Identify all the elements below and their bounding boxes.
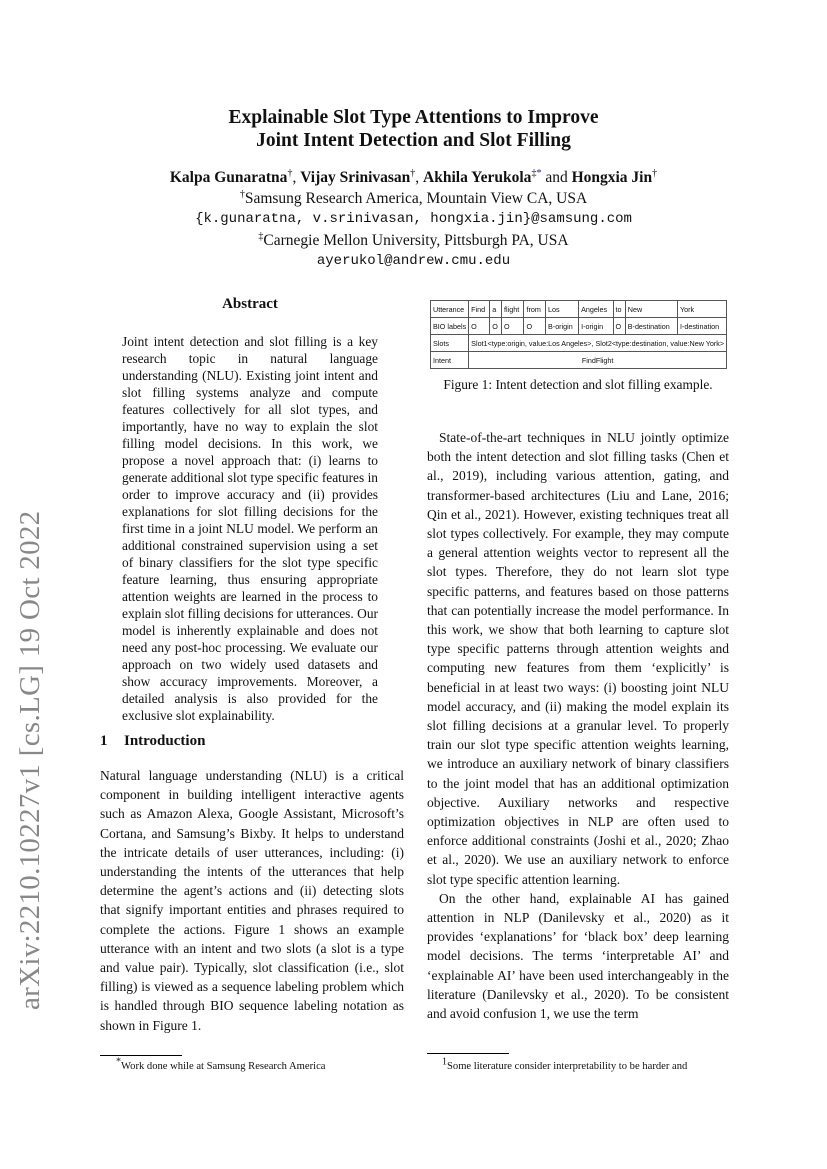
bio-cell: O xyxy=(613,318,625,335)
footnote-rule-left xyxy=(100,1055,182,1056)
intro-paragraph-left xyxy=(100,766,404,1035)
token-cell: New xyxy=(625,301,677,318)
bio-cell: O xyxy=(524,318,546,335)
paper-title xyxy=(0,106,827,152)
figure-1 xyxy=(430,300,723,369)
bio-cell: I-origin xyxy=(579,318,613,335)
right-column xyxy=(427,428,729,1023)
author-name: Akhila Yerukola xyxy=(423,169,532,186)
token-cell: Los xyxy=(546,301,579,318)
bio-cell: B-origin xyxy=(546,318,579,335)
footnote-right: $^1$Some literature consider interpretability to be harder and xyxy=(442,1056,688,1072)
section-number: 1 xyxy=(100,733,108,749)
section-heading-introduction xyxy=(100,733,205,750)
table-row xyxy=(431,318,727,335)
token-cell: York xyxy=(677,301,726,318)
token-cell: a xyxy=(490,301,502,318)
author-name: Kalpa Gunaratna xyxy=(169,169,288,186)
table-row xyxy=(431,335,727,352)
title-line-1: Explainable Slot Type Attentions to Improve xyxy=(228,107,599,128)
row-label: BIO labels xyxy=(431,318,469,335)
figure-caption: Figure 1: Intent detection and slot filling example. xyxy=(443,377,713,392)
paragraph: On the other hand, explainable AI has gained attention in NLP (Danilevsky et al., 2020) as it provides ‘explanations’ for ‘black box’ deep learning model decisions. The terms ‘interpretable AI’ and ‘explainable AI’ have been used interchangeably in the literature (Danilevsky et al., 2020). To be consistent and avoid confusion 1, we use the term xyxy=(427,890,729,1022)
author-and: and xyxy=(545,169,568,186)
paragraph: State-of-the-art techniques in NLU jointly optimize both the intent detection and slot filling tasks (Chen et al., 2019), including various attention, gating, and transformer-based architectures (Liu and Lane, 2016; Qin et al., 2021). However, existing techniques treat all slot types collectively. For example, they may compute a general attention weights vector to represent all the slot types. Therefore, they do not learn slot type specific patterns, and features based on those patterns that can potentially increase the model performance. In this work, we show that both learning to capture slot type specific patterns through attention weights and computing new features from them ‘explicitly’ is beneficial in at least two ways: (i) boosting joint NLU model accuracy, and (ii) making the model explain its slot filling decisions at a granular level. To properly train our slot type specific attention weights learning, we introduce an auxiliary network of binary classifiers to the joint model that has an additional optimization objective. Auxiliary networks and respective optimization objectives in NLP are often used to enforce additional constraints (Joshi et al., 2020; Zhao et al., 2020). We use an auxiliary network to enforce slot type specific attention learning. xyxy=(427,430,729,887)
row-label: Utterance xyxy=(431,301,469,318)
bio-cell: B-destination xyxy=(625,318,677,335)
table-row xyxy=(431,301,727,318)
token-cell: Find xyxy=(469,301,490,318)
bio-cell: I-destination xyxy=(677,318,726,335)
row-label: Slots xyxy=(431,335,469,352)
footnote-left: *Work done while at Samsung Research America xyxy=(116,1056,326,1072)
abstract-text: Joint intent detection and slot filling is a key research topic in natural language understanding (NLU). Existing joint intent and slot filling systems analyze and compute features collectively for all slot types, and importantly, have no way to explain the slot filling model decisions. In this work, we propose a novel approach that: (i) learns to generate additional slot type specific features in order to improve accuracy and (ii) provides explanations for slot filling decisions for the first time in a joint NLU model. We perform an additional constrained supervision using a set of binary classifiers for the slot type specific feature learning, thus ensuring appropriate attention weights are learned in the process to explain slot filling decisions for utterances. Our model is inherently explainable and does not need any post-hoc processing. We evaluate our approach on two widely used datasets and show accuracy improvements. Moreover, a detailed analysis is also provided for the exclusive slot explainability. xyxy=(122,334,378,723)
author-name: Vijay Srinivasan xyxy=(300,169,411,186)
example-table xyxy=(430,300,727,369)
bio-cell: O xyxy=(490,318,502,335)
bio-cell: O xyxy=(502,318,524,335)
row-label: Intent xyxy=(431,352,469,369)
email-samsung[interactable]: {k.gunaratna, v.srinivasan, hongxia.jin}@samsung.com xyxy=(195,211,632,227)
table-row xyxy=(431,352,727,369)
intro-text: Natural language understanding (NLU) is a critical component in building intelligent interactive agents such as Amazon Alexa, Google Assistant, Microsoft’s Cortana, and Samsung’s Bixby. It helps to understand the intricate details of user utterances, including: (i) understanding the intents of the utterances that help determine the agent’s actions and (ii) detecting slots that signify important entities and phrases required to complete the actions. Figure 1 shows an example utterance with an intent and two slots (a slot is a type and value pair). Typically, slot classification (i.e., slot filling) is viewed as a sequence labeling problem which is handled through BIO sequence labeling notation as shown in Figure 1. xyxy=(100,768,404,1033)
section-title: Introduction xyxy=(124,733,206,749)
title-line-2: Joint Intent Detection and Slot Filling xyxy=(256,130,571,151)
token-cell: Angeles xyxy=(579,301,613,318)
token-cell: flight xyxy=(502,301,524,318)
author-names: Kalpa Gunaratna†, Vijay Srinivasan†, Akhila Yerukola‡* and Hongxia Jin† xyxy=(169,167,658,186)
author-name: Hongxia Jin xyxy=(571,169,653,186)
token-cell: to xyxy=(613,301,625,318)
author-block xyxy=(0,167,827,272)
footnote-rule-right xyxy=(427,1053,509,1054)
token-cell: from xyxy=(524,301,546,318)
slots-cell: Slot1<type:origin, value:Los Angeles>, Slot2<type:destination, value:New York> xyxy=(469,335,727,352)
arxiv-id: arXiv:2210.10227v1 [cs.LG] 19 Oct 2022 xyxy=(14,510,46,1010)
abstract-heading: Abstract xyxy=(222,296,278,312)
affiliation-cmu: ‡Carnegie Mellon University, Pittsburgh PA, USA xyxy=(258,230,569,249)
affiliation-samsung: †Samsung Research America, Mountain View CA, USA xyxy=(239,188,588,207)
intent-cell: FindFlight xyxy=(469,352,727,369)
bio-cell: O xyxy=(469,318,490,335)
email-cmu[interactable]: ayerukol@andrew.cmu.edu xyxy=(316,253,511,269)
